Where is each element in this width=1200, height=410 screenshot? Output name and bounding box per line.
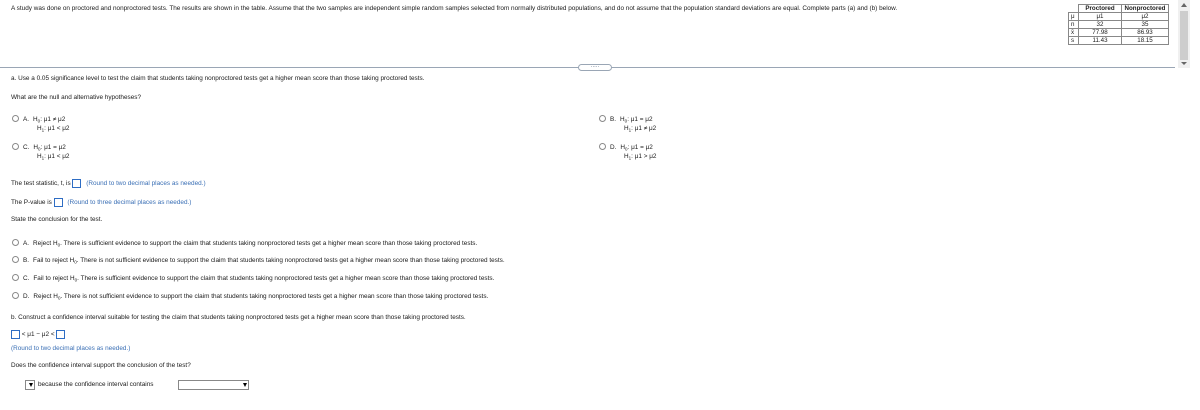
cell-proctored: μ1 (1079, 13, 1122, 21)
radio-button[interactable] (12, 143, 19, 150)
conclusion-option-a[interactable]: A. Reject $H_0$. There is sufficient evidence to support the claim that students taking nonproctored tests get a higher mean score than those taking proctored tests. (12, 239, 477, 247)
option-letter: A. (23, 240, 30, 247)
null-hypothesis: μ1 = μ2 (630, 116, 653, 123)
test-statistic-input[interactable] (72, 179, 81, 188)
interval-expression: < μ1 − μ2 < (21, 331, 55, 338)
radio-button[interactable] (599, 115, 606, 122)
scroll-thumb[interactable] (1180, 11, 1188, 60)
row-label: μ (1069, 13, 1079, 21)
option-letter: C. (23, 144, 30, 151)
option-letter: C. (23, 275, 30, 282)
table-row (1069, 13, 1169, 21)
cell-proctored: 32 (1079, 21, 1122, 29)
alt-hypothesis: μ1 > μ2 (634, 153, 657, 160)
radio-button[interactable] (12, 292, 19, 299)
conclusion-text: There is sufficient evidence to support the claim that students taking nonproctored tests get a higher mean score than those taking proctored tests. (63, 240, 478, 247)
conclusion-text: There is not sufficient evidence to support the claim that students taking nonproctored tests get a higher mean score than those taking proctored tests. (63, 293, 489, 300)
hypotheses-prompt: What are the null and alternative hypotheses? (11, 94, 142, 101)
null-hypothesis: μ1 = μ2 (631, 144, 653, 151)
table-row (1069, 21, 1169, 29)
hypothesis-option-b[interactable]: B. $H_0$: μ1 = μ2 $H_1$: μ1 ≠ μ2 (599, 115, 656, 133)
pvalue-row (11, 198, 191, 207)
conclusion-prompt: State the conclusion for the test. (11, 216, 103, 223)
rounding-hint: (Round to three decimal places as needed.) (67, 199, 192, 206)
conclusion-action: Fail to reject (33, 257, 68, 264)
option-letter: D. (23, 293, 30, 300)
part-a-question: a. Use a 0.05 significance level to test the claim that students taking nonproctored tests get a higher mean score than those taking proctored tests. (11, 75, 425, 82)
confidence-interval-row (11, 330, 65, 339)
conclusion-option-b[interactable]: B. Fail to reject $H_0$. There is not sufficient evidence to support the claim that students taking nonproctored tests get a higher mean score than those taking proctored tests. (12, 256, 505, 264)
conclusion-text: There is sufficient evidence to support the claim that students taking nonproctored tests get a higher mean score than those taking proctored tests. (80, 275, 495, 282)
test-statistic-row (11, 179, 206, 188)
test-statistic-label: The test statistic, t, is (11, 180, 71, 187)
conclusion-option-d[interactable]: D. Reject $H_0$. There is not sufficient evidence to support the claim that students taking nonproctored tests get a higher mean score than those taking proctored tests. (12, 292, 488, 300)
conclusion-action: Reject (33, 293, 52, 300)
row-label: n (1069, 21, 1079, 29)
option-letter: D. (610, 144, 617, 151)
hypothesis-option-c[interactable]: C. $H_0$: μ1 = μ2 $H_1$: μ1 < μ2 (12, 143, 69, 161)
conclusion-action: Reject (33, 240, 52, 247)
null-hypothesis: μ1 ≠ μ2 (43, 116, 66, 123)
because-text: because the confidence interval contains (38, 381, 154, 388)
conclusion-option-c[interactable]: C. Fail to reject $H_0$. There is sufficient evidence to support the claim that students taking nonproctored tests get a higher mean score than those taking proctored tests. (12, 274, 494, 282)
pvalue-input[interactable] (54, 198, 63, 207)
table-row (1069, 29, 1169, 37)
header-proctored: Proctored (1079, 5, 1122, 13)
interval-contains-dropdown[interactable] (178, 380, 249, 390)
scroll-down-arrow-icon[interactable] (1181, 62, 1187, 65)
support-prompt: Does the confidence interval support the conclusion of the test? (11, 362, 191, 369)
interval-rounding-hint: (Round to two decimal places as needed.) (11, 345, 131, 352)
cell-proctored: 11.43 (1079, 37, 1122, 45)
alt-hypothesis: μ1 ≠ μ2 (634, 125, 657, 132)
radio-button[interactable] (599, 143, 606, 150)
radio-button[interactable] (12, 115, 19, 122)
rounding-hint: (Round to two decimal places as needed.) (86, 180, 206, 187)
table-scrollbar[interactable] (1178, 0, 1190, 68)
scroll-up-arrow-icon[interactable] (1181, 3, 1187, 7)
ci-lower-input[interactable] (11, 330, 20, 339)
radio-button[interactable] (12, 256, 19, 263)
cell-nonproctored: 35 (1122, 21, 1169, 29)
cell-nonproctored: 18.15 (1122, 37, 1169, 45)
alt-hypothesis: μ1 < μ2 (47, 125, 70, 132)
data-table (1068, 4, 1169, 45)
hypothesis-option-a[interactable]: A. $H_0$: μ1 ≠ μ2 $H_1$: μ1 < μ2 (12, 115, 69, 133)
option-letter: A. (23, 116, 30, 123)
header-nonproctored: Nonproctored (1122, 5, 1169, 13)
table-row (1069, 37, 1169, 45)
problem-intro: A study was done on proctored and nonproctored tests. The results are shown in the table. Assume that the two samples are independent simple random samples selected from normally distributed populations, and do not assume that the population standard deviations are equal. Complete parts (a) and (b) below. (11, 5, 898, 12)
null-hypothesis: μ1 = μ2 (44, 144, 66, 151)
conclusion-action: Fail to reject (33, 275, 69, 282)
row-label: x̄ (1069, 29, 1079, 37)
hypothesis-option-d[interactable]: D. $H_0$: μ1 = μ2 $H_1$: μ1 > μ2 (599, 143, 656, 161)
cell-proctored: 77.98 (1079, 29, 1122, 37)
table-header-row (1069, 5, 1169, 13)
cell-nonproctored: μ2 (1122, 13, 1169, 21)
conclusion-text: There is not sufficient evidence to support the claim that students taking nonproctored tests get a higher mean score than those taking proctored tests. (80, 257, 505, 264)
radio-button[interactable] (12, 274, 19, 281)
chevron-down-icon (243, 383, 247, 387)
chevron-down-icon (29, 383, 33, 387)
cell-nonproctored: 86.93 (1122, 29, 1169, 37)
alt-hypothesis: μ1 < μ2 (47, 153, 70, 160)
option-letter: B. (610, 116, 617, 123)
ci-upper-input[interactable] (56, 330, 65, 339)
option-letter: B. (23, 257, 30, 264)
part-b-question: b. Construct a confidence interval suitable for testing the claim that students taking nonproctored tests get a higher mean score than those taking proctored tests. (11, 314, 466, 321)
row-label: s (1069, 37, 1079, 45)
pane-resize-handle[interactable]: ..... (578, 64, 612, 71)
pvalue-label: The P-value is (11, 199, 52, 206)
radio-button[interactable] (12, 239, 19, 246)
support-dropdown[interactable] (25, 380, 35, 390)
